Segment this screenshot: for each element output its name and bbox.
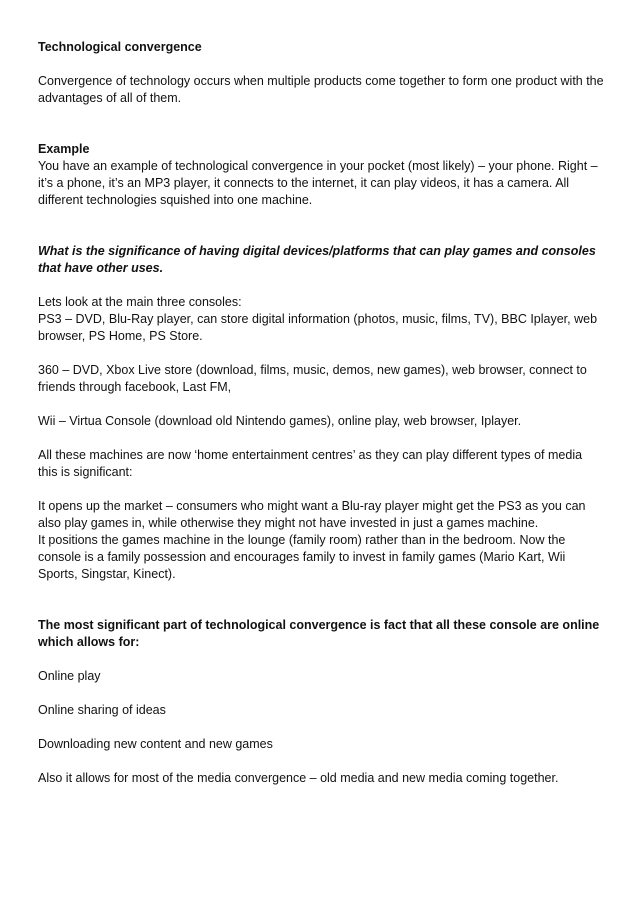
significance-paragraph: All these machines are now ‘home entertainment centres’ as they can play different types of media this is significant: (38, 448, 583, 479)
example-paragraph: You have an example of technological convergence in your pocket (most likely) – your phone. Right – it’s a phone, it’s an MP3 player, it connects to the internet, it can play videos, it has a camera. All different technologies squished into one machine. (38, 159, 598, 207)
market-paragraph: It opens up the market – consumers who might want a Blu-ray player might get the PS3 as you can also play games in, while otherwise they might not have invested in just a games machine. (38, 499, 586, 530)
example-heading: Example (38, 142, 90, 156)
list-item: Online sharing of ideas (38, 703, 166, 717)
document-page (38, 39, 604, 787)
list-item: Downloading new content and new games (38, 737, 273, 751)
intro-paragraph: Convergence of technology occurs when multiple products come together to form one product with the advantages of all of them. (38, 74, 604, 105)
wii-paragraph: Wii – Virtua Console (download old Nintendo games), online play, web browser, Iplayer. (38, 414, 522, 428)
xbox-paragraph: 360 – DVD, Xbox Live store (download, films, music, demos, new games), web browser, connect to friends through facebook, Last FM, (38, 363, 587, 394)
lounge-paragraph: It positions the games machine in the lounge (family room) rather than in the bedroom. Now the console is a family possession and encourages family to invest in family games (Mario Kart, Wii Sports, Singstar, Kinect). (38, 533, 566, 581)
ps3-paragraph: PS3 – DVD, Blu-Ray player, can store digital information (photos, music, films, TV), BBC Iplayer, web browser, PS Home, PS Store. (38, 312, 598, 343)
closing-paragraph: Also it allows for most of the media convergence – old media and new media coming together. (38, 771, 559, 785)
question-heading: What is the significance of having digital devices/platforms that can play games and consoles that have other uses. (38, 244, 596, 275)
online-heading: The most significant part of technological convergence is fact that all these console are online which allows for: (38, 618, 600, 649)
list-item: Online play (38, 669, 101, 683)
document-title: Technological convergence (38, 40, 202, 54)
consoles-intro: Lets look at the main three consoles: (38, 295, 242, 309)
